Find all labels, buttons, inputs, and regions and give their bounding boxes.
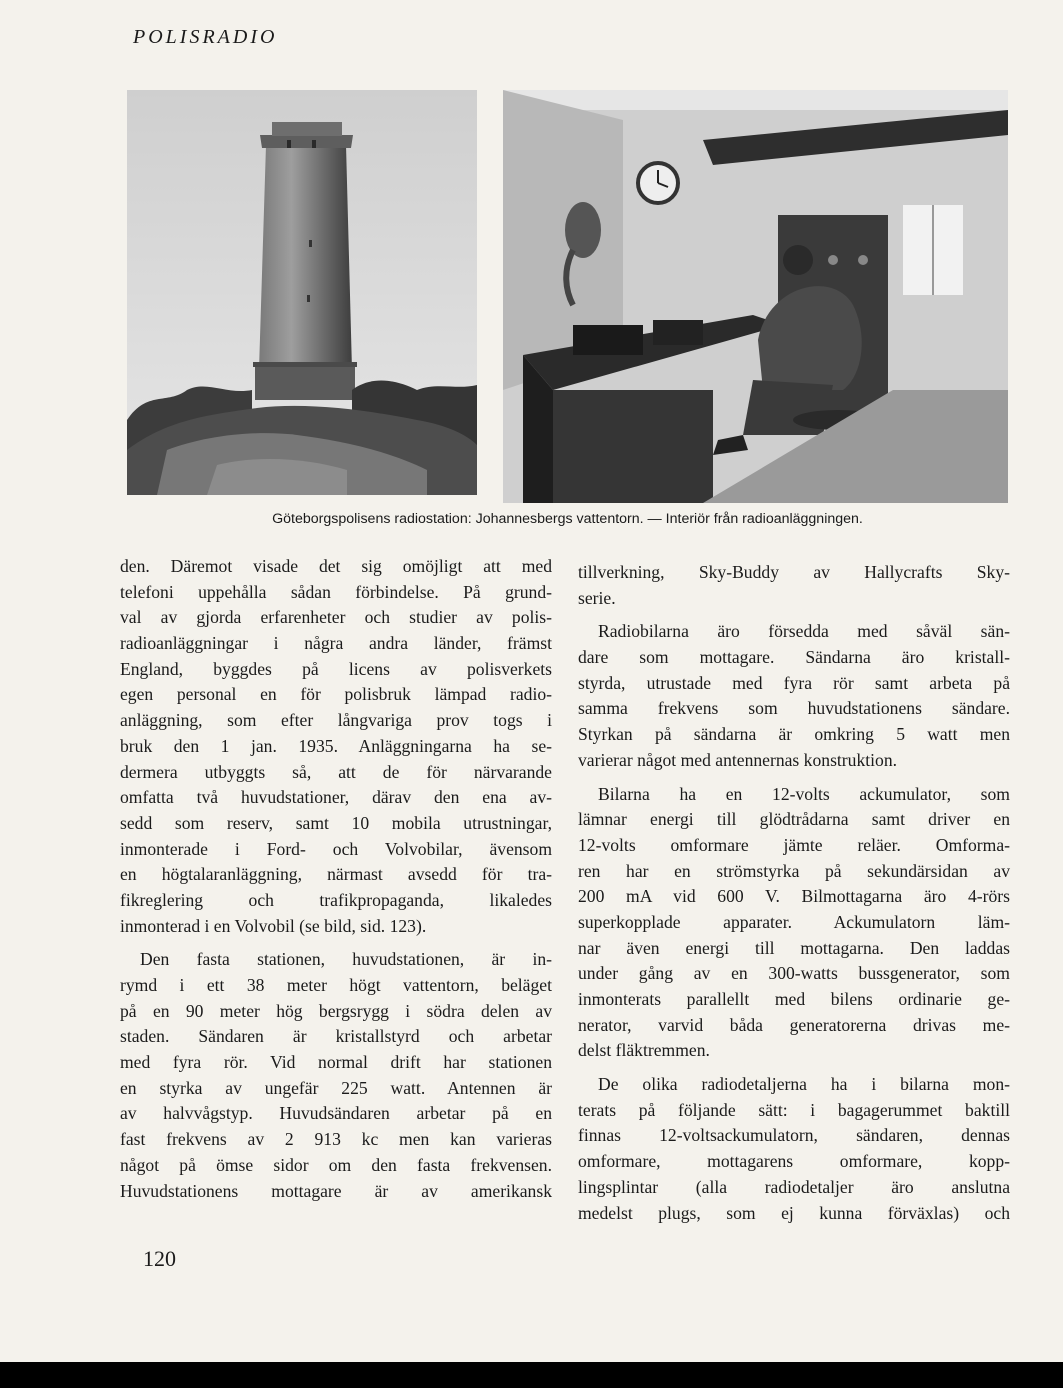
right-paragraph-2	[578, 619, 1010, 773]
text-line: på en 90 meter hög bergsrygg i södra delen av	[120, 1000, 552, 1021]
text-line: omfatta två huvudstationer, därav den ena av-	[120, 787, 552, 808]
text-line: styrda, utrustade med fyra rör samt arbeta på	[578, 672, 1010, 693]
text-line: fast frekvens av 2 913 kc men kan varieras	[120, 1129, 552, 1150]
text-line: Huvudstationens mottagare är av amerikansk	[120, 1180, 552, 1201]
text-line: nar även energi till mottagarna. Den laddas	[578, 937, 1010, 958]
text-line: lingsplintar (alla radiodetaljer äro anslutna	[578, 1176, 1010, 1197]
left-text-column	[120, 554, 552, 1204]
text-line: medelst plugs, som ej kunna förväxlas) och	[578, 1202, 1010, 1223]
text-line: delst fläktremmen.	[578, 1040, 710, 1061]
left-paragraph-1	[120, 554, 552, 939]
text-line: Den fasta stationen, huvudstationen, är in-	[140, 949, 552, 970]
running-head: POLISRADIO	[133, 26, 278, 48]
text-line: superkopplade apparater. Ackumulatorn läm-	[578, 911, 1010, 932]
text-line: samma frekvens som huvudstationens sändare.	[578, 698, 1010, 719]
text-line: en högtalaranläggning, närmast avsedd för tra-	[120, 864, 552, 885]
text-line: lämnar energi till glödtrådarna samt driver en	[578, 809, 1010, 830]
text-line: egen personal en för polisbruk lämpad radio-	[120, 684, 552, 705]
text-line: den. Däremot visade det sig omöjligt att med	[120, 556, 552, 576]
text-line: 12-volts omformare jämte reläer. Omforma-	[578, 834, 1010, 855]
text-line: en styrka av ungefär 225 watt. Antennen är	[120, 1077, 552, 1098]
left-paragraph-2	[120, 947, 552, 1204]
text-line: Bilarna ha en 12-volts ackumulator, som	[598, 783, 1010, 804]
text-line: telefoni uppehålla sådan förbindelse. På grund-	[120, 581, 552, 602]
radio-room-photo	[503, 90, 1008, 503]
text-line: terats på följande sätt: i bagagerummet baktill	[578, 1099, 1010, 1120]
text-line: 200 mA vid 600 V. Bilmottagarna äro 4-rörs	[578, 886, 1010, 907]
text-line: inmonterade i Ford- och Volvobilar, ävensom	[120, 838, 552, 859]
right-paragraph-3	[578, 782, 1010, 1065]
text-line: omformare, mottagarens omformare, kopp-	[578, 1151, 1010, 1172]
text-line: radioanläggningar i några andra länder, främst	[120, 633, 552, 654]
text-line: varierar något med antennernas konstruktion.	[578, 749, 898, 770]
text-line: bruk den 1 jan. 1935. Anläggningarna ha se-	[120, 735, 552, 756]
right-paragraph-1	[578, 560, 1010, 611]
text-line: anläggning, som efter långvariga prov togs i	[120, 710, 552, 731]
text-line: finnas 12-voltsackumulatorn, sändaren, dennas	[578, 1125, 1010, 1146]
text-line: något på ömse sidor om den fasta frekvensen.	[120, 1154, 552, 1175]
text-line: inmonterad i en Volvobil (se bild, sid. 123).	[120, 915, 427, 936]
text-line: dare som mottagare. Sändarna äro kristall-	[578, 647, 1010, 668]
text-line: staden. Sändaren är kristallstyrd och arbetar	[120, 1026, 552, 1047]
text-line: tillverkning, Sky-Buddy av Hallycrafts Sky-	[578, 562, 1010, 582]
text-line: serie.	[578, 587, 616, 608]
text-line: rymd i ett 38 meter högt vattentorn, beläget	[120, 975, 552, 995]
text-line: sedd som reserv, samt 10 mobila utrustningar,	[120, 812, 552, 833]
right-text-column	[578, 560, 1010, 1226]
figure-caption: Göteborgspolisens radiostation: Johannesbergs vattentorn. — Interiör från radioanläggningen.	[272, 511, 863, 527]
water-tower-photo	[127, 90, 477, 495]
text-line: Radiobilarna äro försedda med såväl sän-	[598, 621, 1010, 642]
text-line: med fyra rör. Vid normal drift har stationen	[120, 1052, 552, 1073]
right-paragraph-4	[578, 1072, 1010, 1226]
text-line: Styrkan på sändarna är omkring 5 watt men	[578, 724, 1010, 745]
text-line: ren har en strömstyrka på sekundärsidan av	[578, 860, 1010, 881]
text-line: De olika radiodetaljerna ha i bilarna mon-	[598, 1074, 1010, 1095]
page-number: 120	[143, 1246, 176, 1271]
text-line: England, byggdes på licens av polisverkets	[120, 658, 552, 679]
text-line: dermera utbyggts så, att de för närvarande	[120, 761, 552, 782]
text-line: av halvvågstyp. Huvudsändaren arbetar på en	[120, 1103, 552, 1124]
text-line: val av gjorda erfarenheter och studier av polis-	[120, 607, 552, 628]
text-line: fikreglering och trafikpropaganda, likaledes	[120, 889, 552, 910]
text-line: inmonterats parallellt med bilens ordinarie ge-	[578, 989, 1010, 1009]
text-line: nerator, varvid båda generatorerna drivas me-	[578, 1014, 1010, 1035]
text-line: under gång av en 300-watts bussgenerator, som	[578, 963, 1010, 984]
